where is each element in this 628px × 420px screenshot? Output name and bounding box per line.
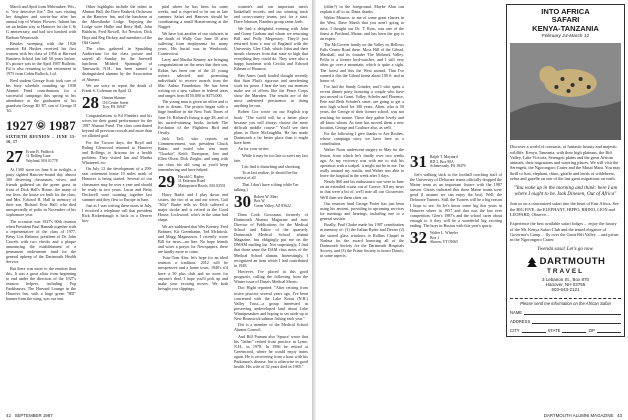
paragraph: Joe's walking stick to the football coaching staff of the University of Delaware teams officially dropped the Maine team as an important fixture with the 1987 season. Ghosts indicated that those Maine teams were good (I assume we can enjoy the last). Well, the Delaware Turners. Still, the Turners will be a big reason I hope to see. So let's know some big this years in Hanover where in 1957 and that was the last ever competition. Glen's 1987's and the school cares about enough to it they will be a wonderful big exciting ending. The boys in Boston with this year's sporty. (410, 172, 502, 228)
ad-address (510, 277, 621, 293)
ad-frame (506, 4, 625, 337)
logo-subtitle: TRAVEL (546, 267, 585, 275)
dartmouth-travel-logo (510, 256, 621, 268)
secretary-city: Troy, PA 16947 (102, 105, 126, 110)
class-number: 31 (410, 152, 427, 171)
coupon-address-field[interactable] (510, 319, 621, 324)
field-label: ZIP (588, 327, 595, 333)
paragraph: On July 12 the development of a 290-seat retirement home 10 miles north of Hanover is being started. Several of our classmates may be over a year and should be ready in two years. Lucas and Betty Dockwell were rooming together last summer and they flew to Europe in June. (82, 166, 152, 202)
ad-quote: "You wake up in the morning and think: here I am where I ought to be. Isak Dinesen, Out of Africa" (513, 185, 618, 198)
paragraph: Finally, Paul Clarke made his 1987 contribution in memory of: (1) the Italian Ryder and Dexter (2) the started glass windows to Rollins Chapel in Nashua for the award honoring all of the Dartmouth Society for the Dartmouth Hospitals Society, and (3) the Prime Society to honor Dana's, in some aspects. (320, 222, 404, 258)
class-seal-icon (35, 116, 47, 134)
paragraph: Larry and Martha Kenney are bringing congratulations on the news that their son, Robin, has been one of the 25 young writers selected and promoting individuals' to receive awards from the Mac Arthur Foundation. He has been writing on a new culture in federal taxes and ranges from $150,000 to $375,000. (158, 57, 228, 98)
leopard-icon (510, 43, 621, 140)
field-label: NAME (510, 309, 523, 315)
paragraph: At 1300 noon on June 6 in twilight, a party sighted Hanover-bound day, almost 100 deserving classmates, wives, and friends gathered on the green grass in front of Dick Hall's House...the many of our lives, the house we built for the class, and Mrs. Edward R. Hall in memory of their son, Richard Dow Hall, who died unexpectedly of polio in November of his sophomore year. (6, 166, 76, 218)
coupon-name-field[interactable] (510, 310, 621, 315)
class-heading-29 (158, 171, 228, 191)
ad-dates: February 24-March 12 (541, 34, 590, 40)
paragraph: Walter Monroe, to me of some great classes in the West, Dave Marsh that you aren't going to miss. I thought our Dr. T. Ross, was one of the finest at Portland, Maine, and has been the guy is an expert. (320, 15, 404, 41)
paragraph: And Bill Putnam also 'Spruce' wrote that his "father" retired from practice in Lyme, N.H., in 1978. In 1986 he retired at Greenwood, where he would enjoy trains again. He is recovering from a bout with his Parkinson's disease, but is otherwise in good health. His wife of 52 years died in 1985." (234, 333, 308, 370)
class-number: 29 (158, 171, 175, 191)
paragraph: Ben Ames (and) loaded thought recently that Stan Platt's rigorous and unrelenting work for peace. I hear the way our enemies make use of efforts like the Peace Corps show the Marsden. The results are of the most unfettered persistence in doing anything he can. (234, 72, 308, 109)
paragraph: Besides sweeping with the 1926 reunion Ed Huskes received his first women with his class of 1956 at Harvard Business School last fall 50 years before. It's picture was in the April 1987 Bulletin. Ed is also returning to his retirement in 1975 from Cabin Bullock, Ltd. (6, 40, 76, 77)
paragraph: But there was more to the reunion than this. It was a great affair from beginning to end under the direction of the 1927's reunion helpers, including Pop Funkhauser. The Harvard Lounge in the Hanover Inn, with a large green "HD" banner from the wing, was our tent. (6, 265, 76, 302)
class-heading-31 (410, 154, 502, 169)
secretary-address: RD 2, Box 98A (430, 159, 454, 164)
column-5 (320, 4, 404, 408)
phone-number: 603-643-2121 (551, 287, 580, 293)
field-label: STATE (547, 327, 561, 333)
paragraph: Twin-Tom Alm: let's hope for an ideal reunion a tradition. 2012 will be inexpensive and a home town, 1940's it'd have a 50 plus club and no more for anyone's deal. I hope you'll pick up and make your exciting moves. We both brought you clippings. (158, 255, 228, 291)
column-6 (410, 4, 502, 408)
class-number: 28 (82, 92, 99, 112)
mail-in-coupon (510, 298, 621, 333)
paragraph: Doc Hight reported: "After retiring from active practice several years ago, I've been concerned with the Lake Kezar (N.H.) Valley Trust—a group interested in preserving undeveloped land about Lake Winnipesaukee and hoping to set aside up to New Brunswick salmon fishing each year." (234, 285, 308, 322)
address-line: Hanover, NH 03755 (545, 281, 586, 287)
paragraph: Our reunion fund George Porter has just been using his ancient, providing in upcoming services for meetings and hearings, including one to a general session. (320, 200, 404, 222)
paragraph: (older?) in the foreground. Maybe Alan can explain it all to us. Dana, thanks. (320, 4, 404, 15)
paragraph: March and April from Milwaukee, Wis., is "few detective fire." Dot was visiting her daughter and son-in-law after her annual trip of Winter Flowers. Iuliani has set an Indian way to Hanover for the C & G anniversary, and had two lunched with Barbara Weymouth. (6, 4, 76, 40)
coupon-city-state-zip[interactable] (510, 328, 621, 333)
field-label: CITY (510, 327, 520, 333)
secretary-name: Harold C. Ripley (178, 174, 205, 179)
paragraph: Dana Cook Grossman, formerly of Dartmouth Alumni Magazine and now Director of Publications for the Medical School and Editor of the quarterly Dartmouth Medical School alumni Magazine, has obligingly put me on the DMAM mailing list. Not surprisingly, I find that those same the DAM class notes of the Medical School alumni. Interestingly, I recognized an item which I had contributed in 1928. (234, 211, 308, 268)
ad-invite: Experience the best available safari lodges ... enjoy the luxury of the Mt. Kenya Safari Club and the tented elegance of Governor's Camp ... fly over the Great Rift Valley ... and picnic in the Ngorongoro Crater. (510, 221, 619, 243)
secretary-name: Walter L. Wheeler (430, 231, 458, 236)
paragraph: Nearly $60 and his enthusiastic son were in June on an extended cruise out of Greece. All my news in that were a bit of, we'll note all our Gloucester. We'll then see them cheer on. (320, 179, 404, 200)
emblem-caption: SIXTIETH REUNION – JUNE 15-16, 17 (6, 135, 76, 145)
magazine-name: DARTMOUTH ALUMNI MAGAZINE (543, 413, 614, 418)
class-secretary (26, 149, 58, 164)
ad-body: Discover a world of contrasts, of fantastic beauty and majestic wildlife. Kenya, Tanzania, with their high plateaus, the Rift Valley, Lake Victoria, Serengeti plains and the great African animals, their migrations and watering places. We will visit the Serengeti, the Ngorongoro Crater and the Masai Mara. You may thrill to lion, elephant, rhino, giraffe and herds of wildebeest, zebra and gazelle on one of the last great migrations on earth. (510, 144, 621, 181)
secretary-city: Green Valley, AZ 85622 (254, 203, 291, 208)
page-number: 42 (6, 413, 11, 418)
left-page (0, 0, 312, 420)
emblem-year-start: 1927 (6, 117, 34, 133)
secretary-address: Box 1 (430, 235, 440, 240)
paragraph: The McGovern family on the Valley on Bellows Falls Center Road there. Moss Hill of the Gilead, Marshall, and its founder The Mohawk Valley. Pollis is a former bird-watcher, and I still very often go over a mountain, which is quite a sight. The forest and this the West around. That I've earned it this the Gilead house about 100 ft. and in honor of. (320, 42, 404, 83)
class-heading-30 (234, 191, 308, 211)
paragraph: Walter Noon underwent surgery in May for the lesion, from which he's finally over two weeks ago. As my recovery was with me to risk his operation with a scalpel, it might not be in me. I'm really amazed my results, and Walter was able to leave the hospital in the week after 5 days. (320, 147, 404, 178)
secretary-city: Sharon, VT 05065 (430, 240, 459, 245)
leopard-photo (510, 43, 621, 140)
class-secretary (254, 194, 291, 209)
secretary-city: Mattapoisett Beach, MA 02551 (178, 183, 226, 188)
address-line: 3 Lebanon St., Box 870 (541, 276, 590, 282)
poem-line: To at last realize, (it should be the sorriest of all (234, 170, 298, 181)
class-number: 30 (234, 191, 251, 211)
class-secretary (178, 174, 226, 189)
paragraph: Jack Taff, who reports on Commencement, was president Chuck Baker, and noted who was more "Chuckie" Keith Thompson, Jim and Ellen Olsen, Dick Ziegler, and sang with our class his old song as you'd keep remembering and have helped. (158, 136, 228, 172)
paragraph: The young man is given an office and is free to dream. The project began with a huge headline in the New York Times of June 16. Richard's listing is age 28, and of his award-winning books include The Evolution of the Flightless Bird and Orvaly. (158, 99, 228, 135)
class-heading-28 (82, 92, 152, 112)
logo-wordmark: DARTMOUTH (539, 256, 606, 268)
paragraph: Robert Cox wrote on our English trip book. "The world will be a better place because you will always choose the more difficult middle course." You'll see their plans to Dave McLaughlin. He has made Dartmouth a far better place than it might have been. (234, 109, 308, 145)
paragraph: We have lost another of our stalwarts in the death of Wally Carr June 10 after suffering from emphysema for many years. His burial was in Westbrook, Connecticut. (158, 30, 228, 57)
paragraph: Harry Barlet and I play down and sixties, the two of us and our wives, Gail "Jilly" Burke tells us Dick suffered a major stroke and is retired at the Good House, Lockwood, who's in the same bad shape. (158, 191, 228, 223)
class-secretary (430, 230, 458, 245)
paragraph: Dot is a member of the Medical School Alumni Council. (234, 322, 308, 333)
paragraph: We are sorry to report the death of Frank S. Coleman on April 12. (82, 82, 152, 93)
ad-call-to-action: Twenda sasa! Let's go now. (537, 245, 594, 252)
secretary-address: 11 Rolling Lane (26, 154, 51, 159)
class-secretary (430, 154, 466, 169)
paragraph: Other highlights include the talent in Alumni Hall, the Dave Brubeck Orchestra at the Hanover Inn, and the luncheon at the Moosilauke Lodge. Enjoying the Lodge were Hallie and Betty Hall, John Baldwin, Fred Rowell, Art Newton, Dick Hoyt and Reg Dickey, and members of the Old Guard. (82, 4, 152, 45)
secretary-name: Robert W. Marr (254, 194, 278, 199)
secretary-address: Box W (254, 199, 265, 204)
ad-title-line: SAFARI (551, 15, 580, 25)
column-1 (6, 4, 76, 408)
paragraph: The occasion was 1927's 60th reunion when President Paul Hannah together with a representative of the class of 1977, Betsy Cox Behmor, president of Dr. John Cowels with two checks and a plaque announcing the establishment of a permanent endowment fund for the general upkeep of the Dartmouth Health Service. (6, 218, 76, 265)
ad-title-line: KENYA-TANZANIA (532, 23, 599, 33)
poem-line: That I don't have a thing while I'm talking.) (234, 181, 299, 192)
ad-title (510, 8, 621, 33)
secretary-city: Wayland, MA 01778 (26, 158, 58, 163)
paragraph: Just as I was writing these notes in July, I received a telephone call that president Rick Rickenbaugh is back in a Denver hos- (82, 203, 152, 224)
tree-logo-icon (526, 256, 538, 268)
column-4 (234, 4, 308, 408)
ad-pitch: Join us on a customized safari into the heart of East Africa. See the BIG FIVE: the ELEPHANT, HIPPO, RHINO, LION and LEOPARD, Observe... (510, 201, 619, 218)
paragraph: We are saddened that Wes Keeney, Fred Bohmer, Kit Greenbaum, Ted McIntosh, and Magg Magnusson. I recently wrote Bill for news—no line. No hope friends and wiser a prayer for Newspapers, there are hardly more to come. (158, 223, 228, 254)
emblem-year-end: 1987 (48, 117, 76, 133)
secretary-address: 11 Emerson Road (178, 179, 206, 184)
travel-advertisement (506, 4, 625, 417)
field-label: ADDRESS (510, 318, 531, 324)
class-number: 27 (6, 146, 23, 166)
paragraph: Congratulations to Ed Flanders and his wives for their grand performance for the 1987 Alumni Fund. The class contributed beyond all previous records and more than we allotted goal. (82, 112, 152, 139)
ad-title-line: INTO AFRICA (541, 7, 590, 16)
paragraph: However, I've placed in this good prognosis, culling the following from the Winter issue of Dana's Medical Shorts: (234, 269, 308, 285)
page-number: 43 (617, 413, 622, 418)
reunion-emblem (6, 116, 76, 145)
secretary-name: Ralph T. Maynard (430, 155, 458, 159)
paragraph: I've had the Sandy Grinder, and I who spent a recent dinner party honoring a couple who have just moved to Grant, Valley. Scheler and Florence, Pete and Beth Schuler's sister, are going to get a new high school for 100 years. Alton, who is 50 years, the George of their former school, was not teaching for nature. There they gather lovely and all know whom. As time has moved them a new location, George and Coulture also, as well. (320, 83, 404, 130)
paragraph: women's and our important men's basketball records, and our winning track and cross-country teams, just for a start. Dave Johnson, Flanders group came forth. (234, 4, 308, 25)
footer-left (6, 413, 53, 418)
paragraph: The class gathered in Spaulding Auditorium for the class picture and stayed all Sunday for the farewell luncheon. Mildred Spannagle of Tamworth, N.H., has been named a distinguished alumna by the Association of Alumni. (82, 45, 152, 82)
secretary-name: Osmun Skinner (102, 95, 126, 100)
paragraph: We had a delightful evening with John and Ginny Graham and whom we returning Bill and Polly Megerssey. They'd just returned from a tour of England with the University Glee Club, which John and their mouth choruses from that state so high that everything they could do. They were also a happy luncheon with Cecilia and Edward Kilman of Houston. (234, 25, 308, 72)
paragraph: pital where he has been for some weeks, and is expected to be out in late summer. Safari and Hanover should be coordinating a small Homecoming at the Nugget. (158, 4, 228, 30)
paragraph: For the Tucson days, the Boyd and Ruling Glenwood returned to Hanover and Rollings to Arizona for a health problem. They visited Ian and Martha Whatneed, etc. (82, 139, 152, 165)
paragraph: For the following I give thanks to Ave Roches, whose campaign story we have here as a contribution. (320, 131, 404, 147)
coupon-title: Please send me information on the African Safari (520, 300, 611, 306)
secretary-city: Schenectady, PA 18476 (430, 164, 466, 169)
issue-date: SEPTEMBER 1987 (14, 413, 53, 418)
poem-line: While it may be too late to avert my last fate. (234, 152, 308, 163)
secretary-address: 116 Center Street (102, 100, 129, 105)
column-3 (158, 4, 228, 408)
class-heading-32 (410, 228, 502, 248)
secretary-name: Erwin B. Paddock (26, 149, 54, 154)
paragraph: Bred student George Scott took care of his busy schedule rounding up 1938 Alumni Fund contributions for a successful campaign this spring in his attendance at the graduation of his grandson George III '87, son of George II '63. (6, 77, 76, 114)
class-secretary (102, 95, 128, 110)
poem-line: I do find it disturbing and shocking (242, 163, 300, 169)
class-heading-27 (6, 146, 76, 166)
column-2 (82, 4, 152, 408)
paragraph: An for your writer: (238, 146, 270, 152)
class-number: 32 (410, 228, 427, 248)
